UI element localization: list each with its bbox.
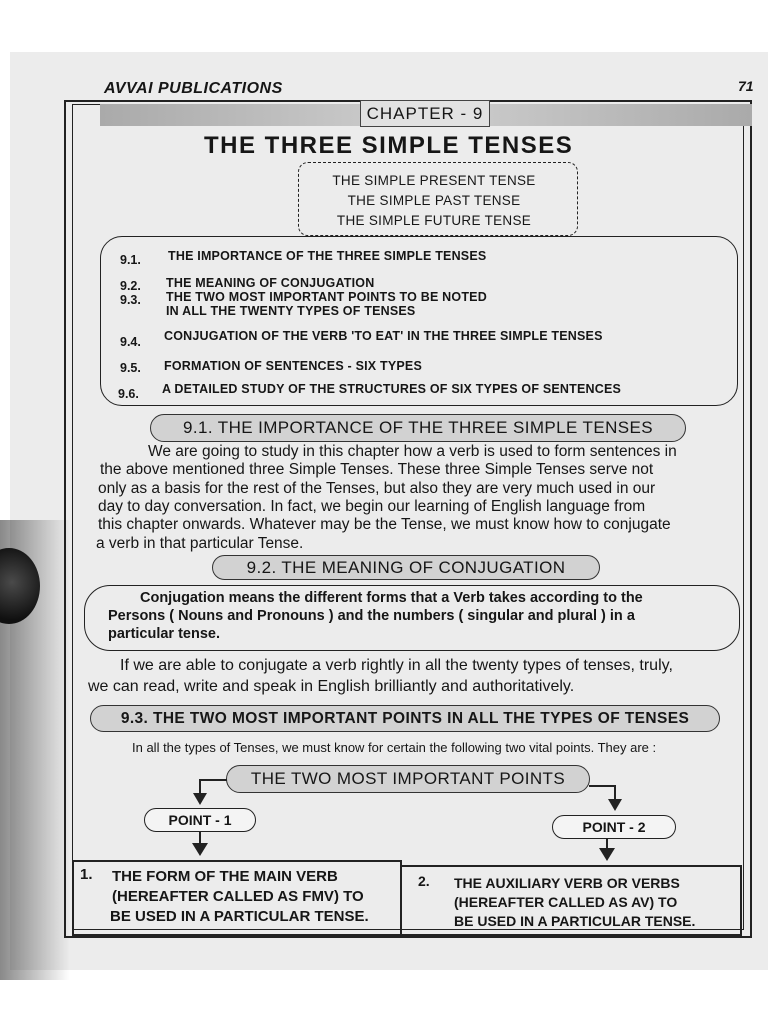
toc-item: FORMATION OF SENTENCES - SIX TYPES — [164, 359, 422, 373]
definition-line: Persons ( Nouns and Pronouns ) and the numbers ( singular and plural ) in a — [108, 608, 635, 624]
point-2-line: BE USED IN A PARTICULAR TENSE. — [454, 913, 696, 929]
point-1-line: BE USED IN A PARTICULAR TENSE. — [110, 908, 369, 925]
definition-line: Conjugation means the different forms that a Verb takes according to the — [140, 590, 643, 606]
definition-line: particular tense. — [108, 626, 221, 642]
section-91-heading: 9.1. THE IMPORTANCE OF THE THREE SIMPLE TENSES — [150, 414, 686, 442]
paragraph-line: day to day conversation. In fact, we begin our learning of English language from — [98, 498, 646, 515]
paragraph-line: we can read, write and speak in English brilliantly and authoritatively. — [88, 678, 575, 695]
arrow-down-icon — [193, 793, 207, 805]
point-1-line: THE FORM OF THE MAIN VERB — [112, 868, 338, 885]
tense-present: THE SIMPLE PRESENT TENSE — [332, 173, 536, 188]
section-92-heading: 9.2. THE MEANING OF CONJUGATION — [212, 555, 600, 580]
tense-past: THE SIMPLE PAST TENSE — [347, 193, 521, 208]
toc-item: THE TWO MOST IMPORTANT POINTS TO BE NOTED — [166, 290, 487, 304]
arrow-down-icon — [608, 799, 622, 811]
chapter-title: THE THREE SIMPLE TENSES — [204, 132, 574, 159]
page-number: 71 — [738, 78, 754, 94]
paragraph-line: If we are able to conjugate a verb rightly in all the twenty types of tenses, truly, — [120, 657, 673, 674]
toc-num: 9.3. — [120, 293, 141, 307]
paragraph-line: a verb in that particular Tense. — [96, 535, 304, 552]
point-2-number: 2. — [418, 873, 430, 889]
toc-item: THE MEANING OF CONJUGATION — [166, 276, 375, 290]
toc-item: THE IMPORTANCE OF THE THREE SIMPLE TENSES — [168, 249, 487, 263]
point-2-line: (HEREAFTER CALLED AS AV) TO — [454, 894, 678, 910]
diagram-title: THE TWO MOST IMPORTANT POINTS — [226, 765, 590, 793]
arrow-down-icon — [192, 843, 208, 856]
point-2-line: THE AUXILIARY VERB OR VERBS — [454, 875, 680, 891]
paragraph-line: this chapter onwards. Whatever may be the Tense, we must know how to conjugate — [98, 516, 671, 533]
point-2-label: POINT - 2 — [552, 815, 676, 839]
publisher-name: AVVAI PUBLICATIONS — [104, 80, 283, 97]
toc-num: 9.5. — [120, 361, 141, 375]
toc-num: 9.4. — [120, 335, 141, 349]
section-93-heading: 9.3. THE TWO MOST IMPORTANT POINTS IN ALL THE TYPES OF TENSES — [90, 705, 720, 732]
paragraph-line: We are going to study in this chapter how a verb is used to form sentences in — [148, 443, 677, 460]
toc-item: CONJUGATION OF THE VERB 'TO EAT' IN THE THREE SIMPLE TENSES — [164, 329, 603, 343]
toc-num: 9.2. — [120, 279, 141, 293]
tense-future: THE SIMPLE FUTURE TENSE — [336, 213, 532, 228]
arrow-down-icon — [599, 848, 615, 861]
toc-item-cont: IN ALL THE TWENTY TYPES OF TENSES — [166, 304, 416, 318]
toc-num: 9.1. — [120, 253, 141, 267]
chapter-label: CHAPTER - 9 — [360, 100, 490, 127]
connector-line — [589, 785, 615, 787]
point-1-number: 1. — [80, 866, 93, 883]
point-1-line: (HEREAFTER CALLED AS FMV) TO — [112, 888, 364, 905]
paragraph-line: only as a basis for the rest of the Tenses, but also they are very much used in our — [98, 480, 656, 497]
connector-line — [199, 779, 227, 781]
toc-num: 9.6. — [118, 387, 139, 401]
section-93-intro: In all the types of Tenses, we must know for certain the following two vital points. They are : — [132, 740, 657, 755]
point-1-label: POINT - 1 — [144, 808, 256, 832]
paragraph-line: the above mentioned three Simple Tenses. These three Simple Tenses serve not — [100, 461, 654, 478]
toc-item: A DETAILED STUDY OF THE STRUCTURES OF SIX TYPES OF SENTENCES — [162, 382, 622, 396]
